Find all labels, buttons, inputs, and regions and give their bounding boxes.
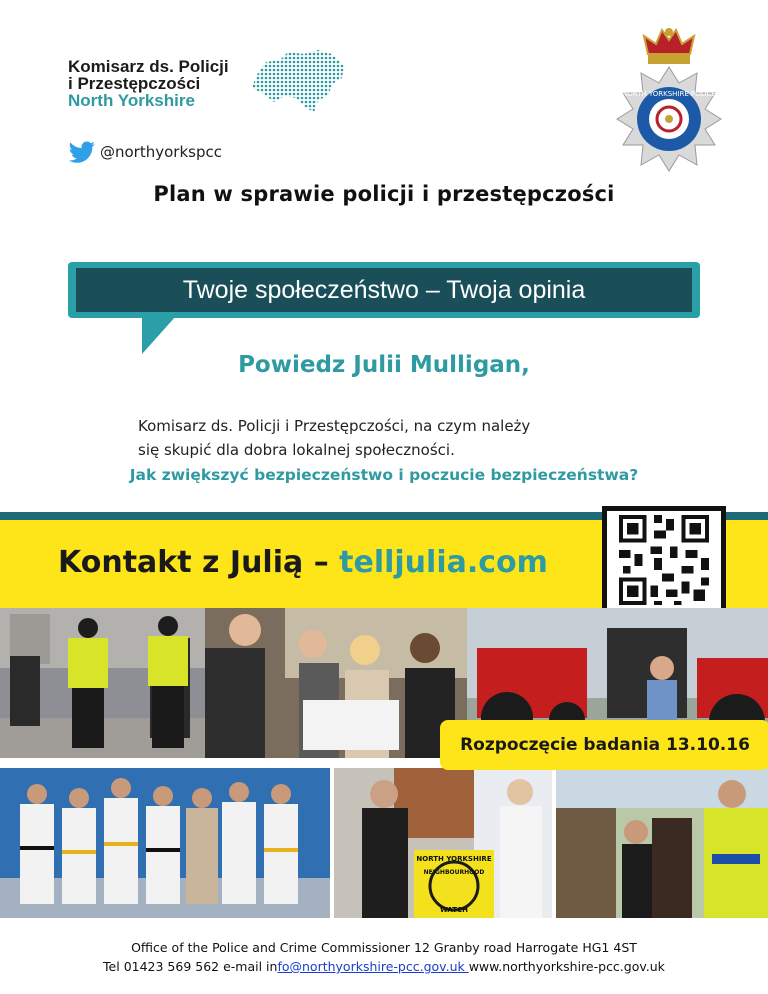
north-yorkshire-map-icon (248, 48, 348, 114)
sign-line2: NEIGHBOURHOOD (423, 869, 485, 876)
footer-email-link[interactable]: fo@northyorkshire-pcc.gov.uk (277, 959, 469, 974)
page-title: Plan w sprawie policji i przestępczości (153, 182, 615, 206)
footer-phone: Tel 01423 569 562 e-mail in (103, 959, 278, 974)
description-line1: Komisarz ds. Policji i Przestępczości, na czym należy (138, 417, 531, 435)
contact-url-link[interactable]: telljulia.com (339, 545, 548, 580)
contact-prefix: Kontakt z Julią – (58, 545, 340, 580)
subtitle: Powiedz Julii Mulligan, (238, 352, 530, 378)
twitter-bird-icon (68, 141, 96, 163)
police-crest-logo (604, 24, 734, 174)
speech-banner-text: Twoje społeczeństwo – Twoja opinia (182, 275, 586, 304)
footer (0, 938, 768, 976)
question-text: Jak zwiększyć bezpieczeństwo i poczucie bezpieczeństwa? (129, 466, 639, 484)
sign-line1: NORTH YORKSHIRE (416, 855, 492, 863)
org-name-line3: North Yorkshire (68, 91, 195, 110)
qr-code-icon (607, 511, 721, 609)
twitter-handle-text: @northyorkspcc (100, 143, 222, 161)
speech-banner-inner (76, 268, 692, 312)
photo-police-street (0, 608, 205, 758)
commissioner-logo-text (68, 58, 248, 109)
sign-line3: WATCH (439, 906, 469, 914)
qr-code[interactable] (602, 506, 726, 614)
org-name-line2: i Przestępczości (68, 74, 201, 93)
footer-address: Office of the Police and Crime Commissioner 12 Granby road Harrogate HG1 4ST (131, 940, 637, 955)
footer-contact (0, 957, 768, 976)
photo-neighbourhood-watch (334, 768, 552, 918)
org-name-line1: Komisarz ds. Policji (68, 57, 229, 76)
survey-launch-text: Rozpoczęcie badania 13.10.16 (460, 735, 750, 755)
speech-banner-tail (142, 316, 176, 354)
survey-launch-badge (440, 720, 768, 770)
twitter-handle[interactable] (68, 141, 222, 163)
footer-website[interactable]: www.northyorkshire-pcc.gov.uk (468, 959, 665, 974)
photo-judo-group (0, 768, 330, 918)
crest-text: NORTH YORKSHIRE POLICE (621, 90, 717, 98)
description-line2: się skupić dla dobra lokalnej społeczności. (138, 441, 455, 459)
photo-students-booklet (205, 608, 467, 758)
description (138, 414, 698, 462)
speech-banner (68, 262, 700, 318)
photo-horses-police (556, 768, 768, 918)
contact-line (58, 545, 548, 580)
